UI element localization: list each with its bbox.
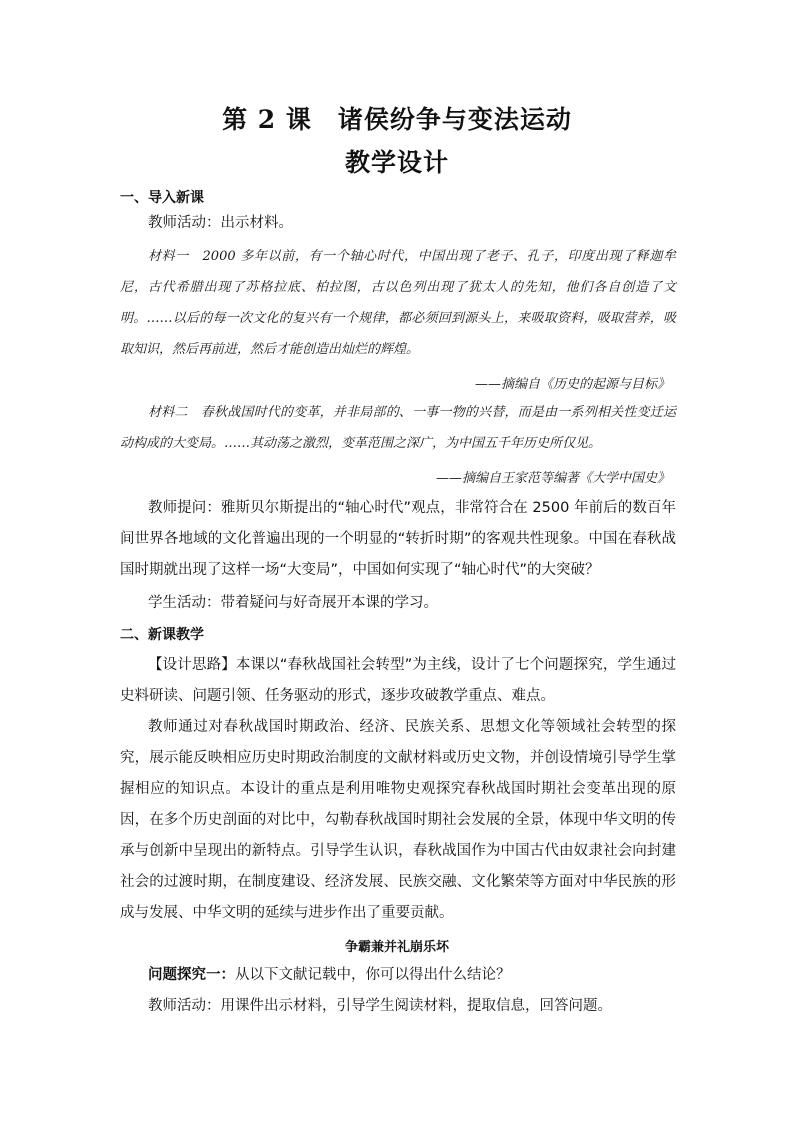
material-one xyxy=(120,241,676,365)
design-paragraph: 教师通过对春秋战国时期政治、经济、民族关系、思想文化等领域社会转型的探究，展示能反映相应历史时期政治制度的文献材料或历史文物，并创设情境引导学生掌握相应的知识点。本设计的重点是利用唯物史观探究春秋战国时期社会变革出现的原因，在多个历史剖面的对比中，勾勒春秋战国时期社会发展的全景，体现中华文明的传承与创新中呈现出的新特点。引导学生认识，春秋战国作为中国古代由奴隶社会向封建社会的过渡时期，在制度建设、经济发展、民族交融、文化繁荣等方面对中华民族的形成与发展、中华文明的延续与进步作出了重要贡献。 xyxy=(120,719,676,921)
material-one-source: ——摘编自《历史的起源与目标》 xyxy=(474,377,670,392)
section-heading-intro: 一、导入新课 xyxy=(120,190,204,206)
lesson-title: 第 2 课 诸侯纷争与变法运动 xyxy=(222,105,572,134)
design-idea-text: 【设计思路】本课以“春秋战国社会转型”为主线，设计了七个问题探究，学生通过史料研读、问题引领、任务驱动的形式，逐步攻破教学重点、难点。 xyxy=(120,657,676,704)
teacher-question-text: 教师提问：雅斯贝尔斯提出的“轴心时代”观点，非常符合在 2500 年前后的数百年间世界各地域的文化普遍出现的一个明显的“转折时期”的客观共性现象。中国在春秋战国时期就出现了这样一场“大变局”，中国如何实现了“轴心时代”的大突破？ xyxy=(120,500,676,578)
topic-subheading: 争霸兼并礼崩乐坏 xyxy=(344,940,449,955)
material-two xyxy=(120,397,676,459)
teacher-activity-text: 教师活动：出示材料。 xyxy=(148,215,293,231)
question-one-text: 从以下文献记载中，你可以得出什么结论？ xyxy=(235,967,511,983)
material-two-label: 材料二 xyxy=(148,405,188,420)
student-activity-text: 学生活动：带着疑问与好奇展开本课的学习。 xyxy=(148,595,438,611)
question-one-label: 问题探究一： xyxy=(148,967,235,983)
material-two-source: ——摘编自王家范等编著《大学中国史》 xyxy=(435,471,670,486)
material-one-text: 2000 多年以前，有一个轴心时代，中国出现了老子、孔子，印度出现了释迦牟尼，古代希腊出现了苏格拉底、柏拉图，古以色列出现了犹太人的先知，他们各自创造了文明。……以后的每一次文化的复兴有一个规律，都必须回到源头上，来吸取资料，吸取营养，吸取知识，然后再前进，然后才能创造出灿烂的辉煌。 xyxy=(120,249,676,357)
question-one xyxy=(120,960,676,991)
material-one-label: 材料一 xyxy=(148,249,189,264)
lesson-subtitle: 教学设计 xyxy=(344,148,449,177)
material-two-text: 春秋战国时代的变革，并非局部的、一事一物的兴替，而是由一系列相关性变迁运动构成的大变局。……其动荡之激烈，变革范围之深广，为中国五千年历史所仅见。 xyxy=(120,405,676,451)
teacher-activity-two: 教师活动：用课件出示材料，引导学生阅读材料，提取信息，回答问题。 xyxy=(148,998,612,1014)
section-heading-new-lesson: 二、新课教学 xyxy=(120,627,204,643)
